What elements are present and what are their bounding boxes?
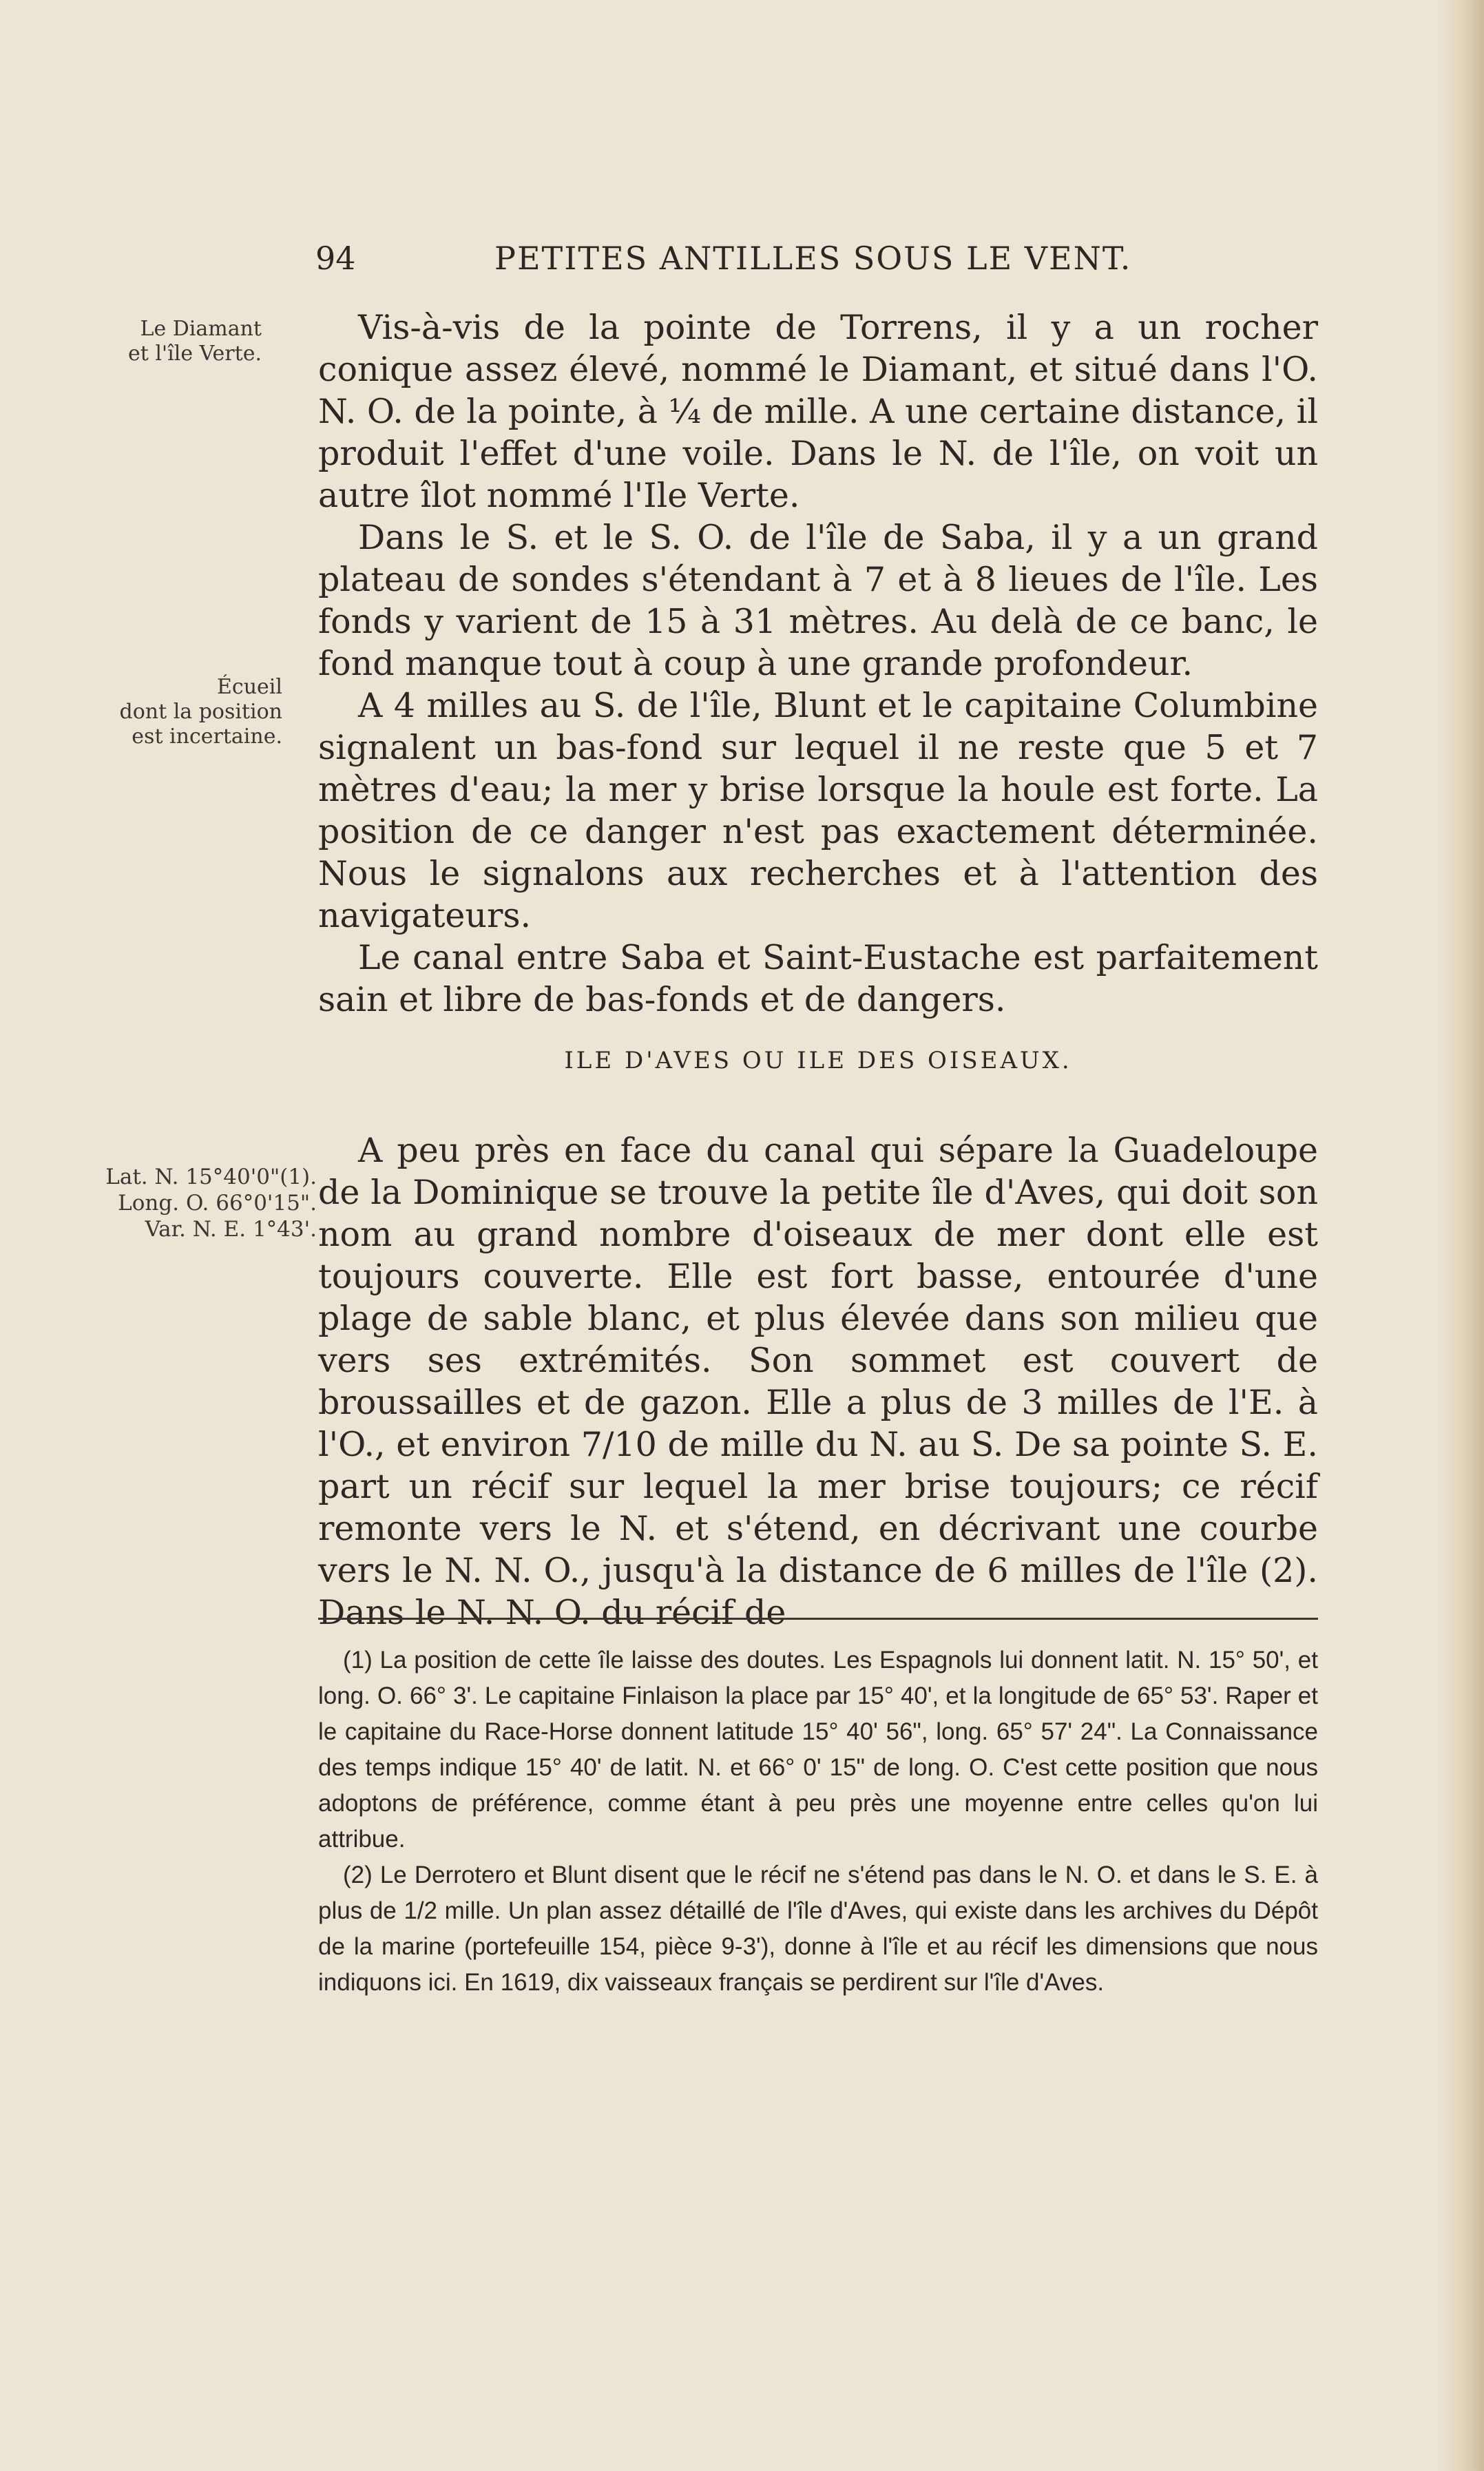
margin-note-line: Écueil	[217, 675, 282, 699]
page-number: 94	[315, 240, 356, 277]
section-body-text	[318, 1129, 1318, 1634]
paragraph-diamant: Vis-à-vis de la pointe de Torrens, il y a un rocher conique assez élevé, nommé le Diamant, et situé dans l'O. N. O. de la pointe, à ¼ de mille. A une certaine distance, il produit l'effet d'une voile. Dans le N. de l'île, on voit un autre îlot nommé l'Ile Verte.	[318, 308, 1318, 515]
footnote-2: (2) Le Derrotero et Blunt disent que le récif ne s'étend pas dans le N. O. et dans le S. E. à plus de 1/2 mille. Un plan assez détaillé de l'île d'Aves, qui existe dans les archives du Dépôt de la marine (portefeuille 154, pièce 9-3'), donne à l'île et au récif les dimensions que nous indiquons ici. En 1619, dix vaisseaux français se perdirent sur l'île d'Aves.	[318, 1862, 1318, 1996]
page-edge-shadow	[1436, 0, 1484, 2471]
margin-note-line: est incertaine.	[132, 724, 282, 749]
running-head: PETITES ANTILLES SOUS LE VENT.	[494, 240, 1132, 277]
body-text	[318, 306, 1318, 1021]
paragraph-bas-fond: A 4 milles au S. de l'île, Blunt et le capitaine Columbine signalent un bas-fond sur lequel il ne reste que 5 et 7 mètres d'eau; la mer y brise lorsque la houle est forte. La position de ce danger n'est pas exactement déterminée. Nous le signalons aux recherches et à l'attention des navigateurs.	[318, 686, 1318, 935]
paragraph-saba-plateau: Dans le S. et le S. O. de l'île de Saba, il y a un grand plateau de sondes s'étendant à 7 et à 8 lieues de l'île. Les fonds y varient de 15 à 31 mètres. Au delà de ce banc, le fond manque tout à coup à une grande profondeur.	[318, 518, 1318, 683]
margin-note-line: Var. N. E. 1°43'.	[145, 1217, 317, 1242]
margin-note-diamant	[96, 317, 262, 366]
margin-note-line: Lat. N. 15°40'0"(1).	[105, 1165, 317, 1189]
paragraph-ile-aves: A peu près en face du canal qui sépare la Guadeloupe de la Dominique se trouve la petite île d'Aves, qui doit son nom au grand nombre d'oiseaux de mer dont elle est toujours couverte. Elle est fort basse, entourée d'une plage de sable blanc, et plus élevée dans son milieu que vers ses extrémités. Son sommet est couvert de broussailles et de gazon. Elle a plus de 3 milles de l'E. à l'O., et environ 7/10 de mille du N. au S. De sa pointe S. E. part un récif sur lequel la mer brise toujours; ce récif remonte vers le N. et s'étend, en décrivant une courbe vers le N. N. O., jusqu'à la distance de 6 milles de l'île (2). Dans le N. N. O. du récif de	[318, 1131, 1318, 1632]
footnotes	[318, 1643, 1318, 2001]
page-header	[0, 234, 1484, 289]
section-heading: ILE D'AVES OU ILE DES OISEAUX.	[564, 1047, 1072, 1074]
footnote-rule	[318, 1618, 1318, 1620]
margin-note-line: Long. O. 66°0'15".	[118, 1191, 317, 1216]
margin-note-line: et l'île Verte.	[127, 342, 262, 366]
footnote-1: (1) La position de cette île laisse des doutes. Les Espagnols lui donnent latit. N. 15° 50', et long. O. 66° 3'. Le capitaine Finlaison la place par 15° 40', et la longitude de 65° 53'. Raper et le capitaine du Race-Horse donnent latitude 15° 40' 56", long. 65° 57' 24". La Connaissance des temps indique 15° 40' de latit. N. et 66° 0' 15" de long. O. C'est cette position que nous adoptons de préférence, comme étant à peu près une moyenne entre celles qu'on lui attribue.	[318, 1647, 1318, 1853]
margin-note-coordinates	[62, 1164, 317, 1242]
paragraph-canal: Le canal entre Saba et Saint-Eustache est parfaitement sain et libre de bas-fonds et de dangers.	[318, 938, 1318, 1019]
margin-note-line: dont la position	[119, 700, 282, 724]
margin-note-line: Le Diamant	[140, 317, 262, 341]
margin-note-ecueil	[96, 675, 282, 749]
